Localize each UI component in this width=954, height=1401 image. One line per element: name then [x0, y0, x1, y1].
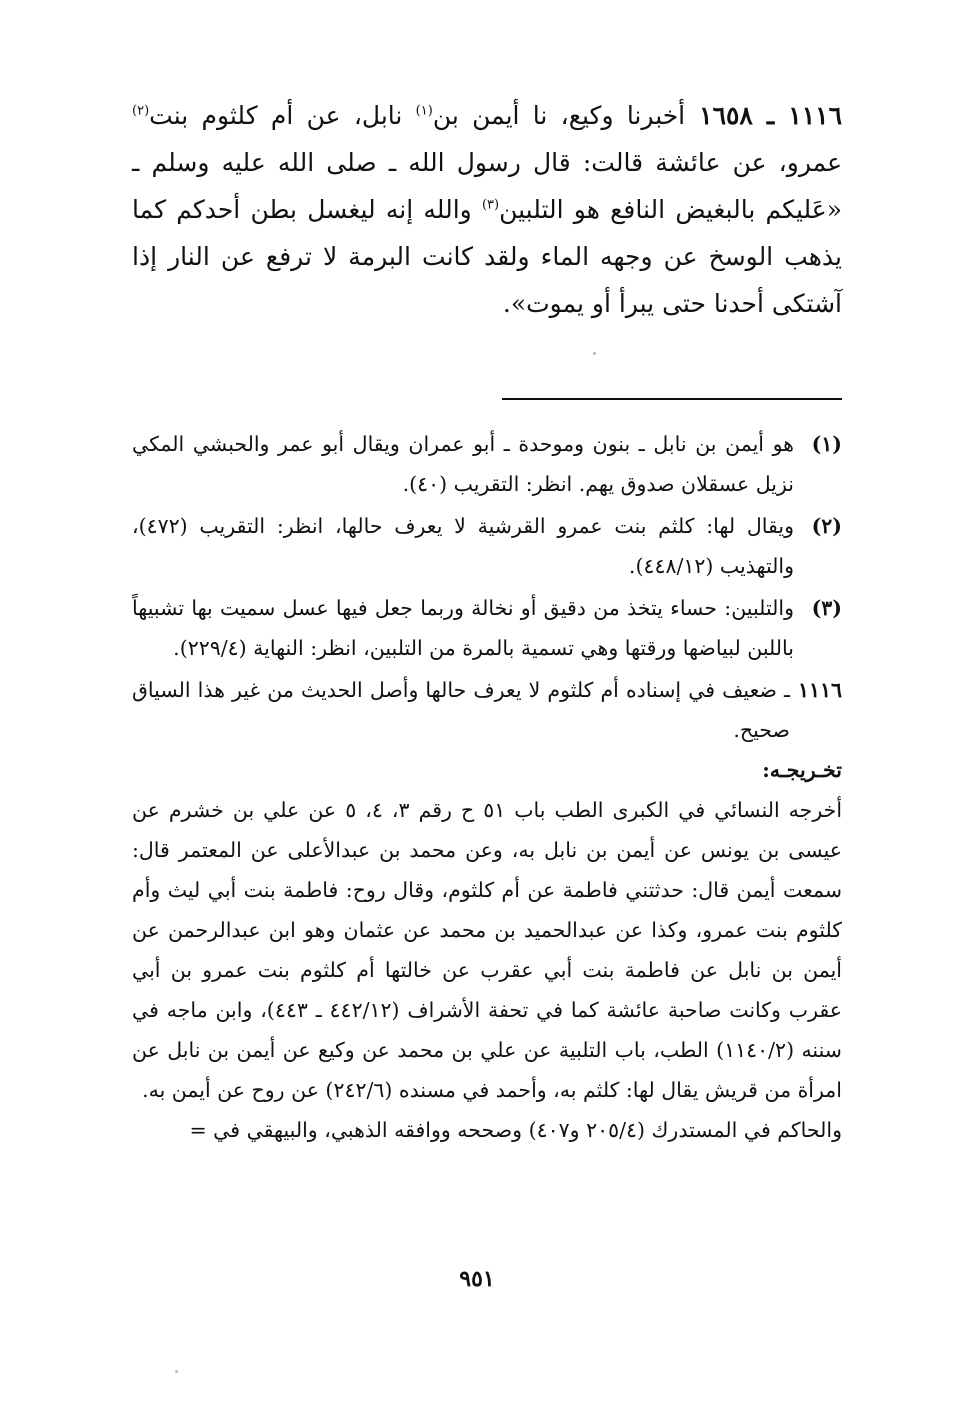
takhrij-heading: [132, 750, 842, 790]
footnote-text: والتلبين: حساء يتخذ من دقيق أو نخالة وربما جعل فيها عسل سميت بها تشبيهاً باللبن لبياضها ورقتها وهي تسمية بالمرة من التلبين، انظر: النهاية (٢٢٩/٤).: [132, 596, 794, 660]
footnote-ref-3: (٣): [481, 197, 500, 213]
hadith-text: [132, 92, 842, 327]
footnote-number: (٣): [811, 596, 842, 620]
hadith-grade: [132, 670, 842, 750]
takhrij-paragraph-1: أخرجه النسائي في الكبرى الطب باب ٥١ ح رقم ٣، ٤، ٥ عن علي بن خشرم عن عيسى بن يونس عن أيمن بن نابل به، وعن محمد بن عبدالأعلى عن المعتمر قال: سمعت أيمن قال: حدثتني فاطمة عن أم كلثوم، وقال روح: فاطمة بنت أبي ليث وأم كلثوم بنت عمرو، وكذا عن عبدالحميد بن محمد عن عثمان وهو ابن عبدالرحمن عن أيمن بن نابل عن فاطمة بنت أبي عقرب عن خالتها أم كلثوم بنت عمرو بن أبي عقرب وكانت صاحبة عائشة كما في تحفة الأشراف (٤٤٢/١٢ ـ ٤٤٣)، وابن ماجه في سننه (١١٤٠/٢) الطب، باب التلبية عن علي بن محمد عن وكيع عن أيمن بن نابل عن امرأة من قريش يقال لها: كلثم به، وأحمد في مسنده (٢٤٢/٦) عن روح عن أيمن به.: [132, 798, 843, 1102]
footnote-number: (١): [811, 432, 842, 456]
notes-section: [132, 424, 842, 1150]
footnote-ref-1: (١): [415, 103, 433, 119]
hadith-text-part3: عمرو، عن عائشة قالت: قال رسول الله ـ صلى الله عليه وسلم ـ «عَليكم بالبغيض النافع هو التلبين: [132, 148, 842, 224]
grade-text: ـ ضعيف في إسناده أم كلثوم لا يعرف حالها وأصل الحديث من غير هذا السياق صحيح.: [132, 678, 790, 742]
hadith-number: ١١١٦ ـ ١٦٥٨: [699, 101, 842, 130]
footnote-2: [132, 506, 842, 586]
hadith-text-part2: نابل، عن أم كلثوم بنت: [149, 101, 416, 130]
scan-speck: [175, 1370, 178, 1373]
main-text: [132, 92, 842, 327]
hadith-text-part4: والله إنه ليغسل بطن أحدكم كما يذهب الوسخ عن وجهه الماء ولقد كانت البرمة لا ترفع عن النار إذا آشتكى أحدنا حتى يبرأ أو يموت».: [132, 195, 842, 318]
footnote-separator: [502, 398, 842, 400]
footnote-1: [132, 424, 842, 504]
grade-number: ١١١٦: [797, 678, 842, 702]
footnote-ref-2: (٢): [132, 103, 150, 119]
footnote-3: [132, 588, 842, 668]
takhrij-paragraph-2: والحاكم في المستدرك (٢٠٥/٤ و٤٠٧) وصححه ووافقه الذهبي، والبيهقي في =: [189, 1118, 842, 1142]
page-number: ٩٥١: [459, 1266, 495, 1292]
takhrij-body: [132, 790, 842, 1150]
scan-speck: [593, 352, 596, 355]
footnote-text: هو أيمن بن نابل ـ بنون وموحدة ـ أبو عمران ويقال أبو عمر والحبشي المكي نزيل عسقلان صدوق يهم. انظر: التقريب (٤٠).: [132, 432, 794, 496]
footnote-text: ويقال لها: كلثم بنت عمرو القرشية لا يعرف حالها، انظر: التقريب (٤٧٢)، والتهذيب (٤٤٨/١٢).: [132, 514, 794, 578]
footnote-number: (٢): [811, 514, 842, 538]
hadith-text-part1: أخبرنا وكيع، نا أيمن بن: [432, 101, 686, 130]
takhrij-heading-text: تخـريجـه:: [762, 758, 842, 782]
